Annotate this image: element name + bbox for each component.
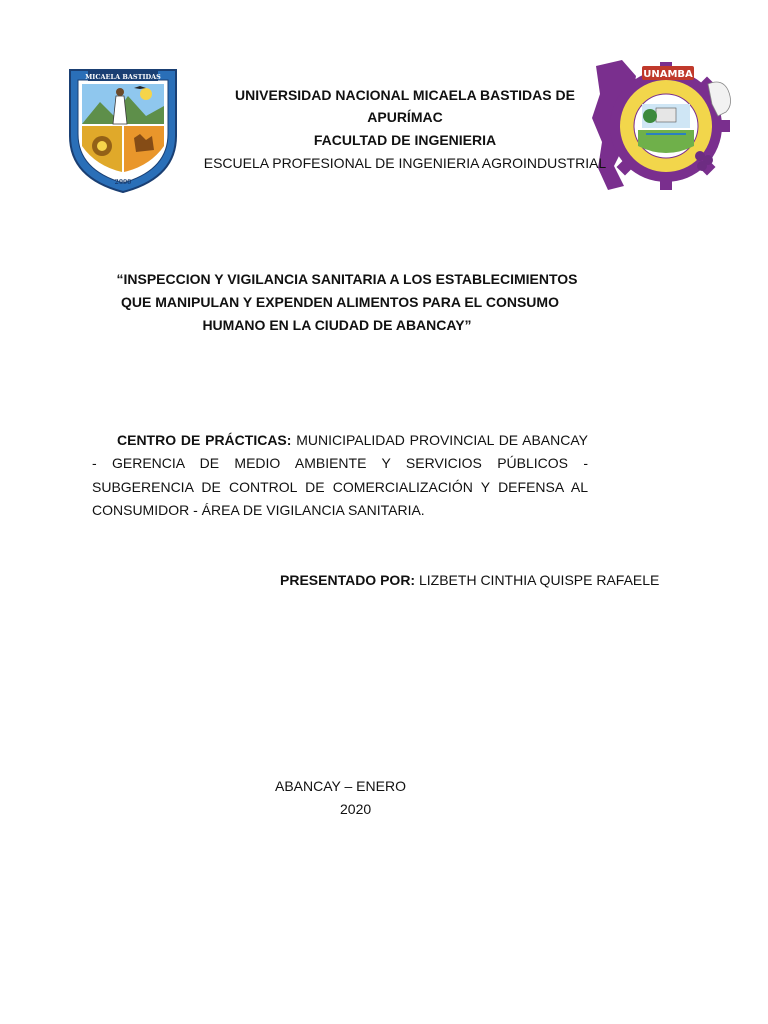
university-name-line2: APURÍMAC xyxy=(367,109,443,125)
school-name: ESCUELA PROFESIONAL DE INGENIERIA AGROINDUSTRIAL xyxy=(203,155,607,171)
author-name: LIZBETH CINTHIA QUISPE RAFAELE xyxy=(418,572,660,588)
report-title-line3: HUMANO EN LA CIUDAD DE ABANCAY” xyxy=(202,317,472,333)
year: 2020 xyxy=(340,801,372,817)
presented-by-line xyxy=(280,569,700,591)
practice-center-paragraph xyxy=(92,429,588,523)
shield-top-text: MICAELA BASTIDAS xyxy=(85,73,161,81)
university-name-line1: UNIVERSIDAD NACIONAL MICAELA BASTIDAS DE xyxy=(235,87,575,103)
shield-emblem-icon xyxy=(66,66,180,194)
place-date: ABANCAY – ENERO xyxy=(275,778,406,794)
presented-by-label: PRESENTADO POR: xyxy=(280,572,416,588)
shield-year-text: 2000 xyxy=(114,179,132,186)
practice-center-label: CENTRO DE PRÁCTICAS: xyxy=(117,432,292,448)
report-title-line2: QUE MANIPULAN Y EXPENDEN ALIMENTOS PARA EL CONSUMO xyxy=(121,294,559,310)
unamba-badge-text: UNAMBA xyxy=(643,69,693,80)
faculty-name: FACULTAD DE INGENIERIA xyxy=(313,132,497,148)
report-title-line1: “INSPECCION Y VIGILANCIA SANITARIA A LOS ESTABLECIMIENTOS xyxy=(116,271,578,287)
practice-center-value: MUNICIPALIDAD PROVINCIAL DE ABANCAY - GERENCIA DE MEDIO AMBIENTE Y SERVICIOS PÚBLICOS - SUBGERENCIA DE CONTROL DE COMERCIALIZACIÓN Y DEFENSA AL CONSUMIDOR - ÁREA DE VIGILANCIA SANITARIA. xyxy=(92,432,589,519)
university-shield-logo xyxy=(66,66,180,194)
